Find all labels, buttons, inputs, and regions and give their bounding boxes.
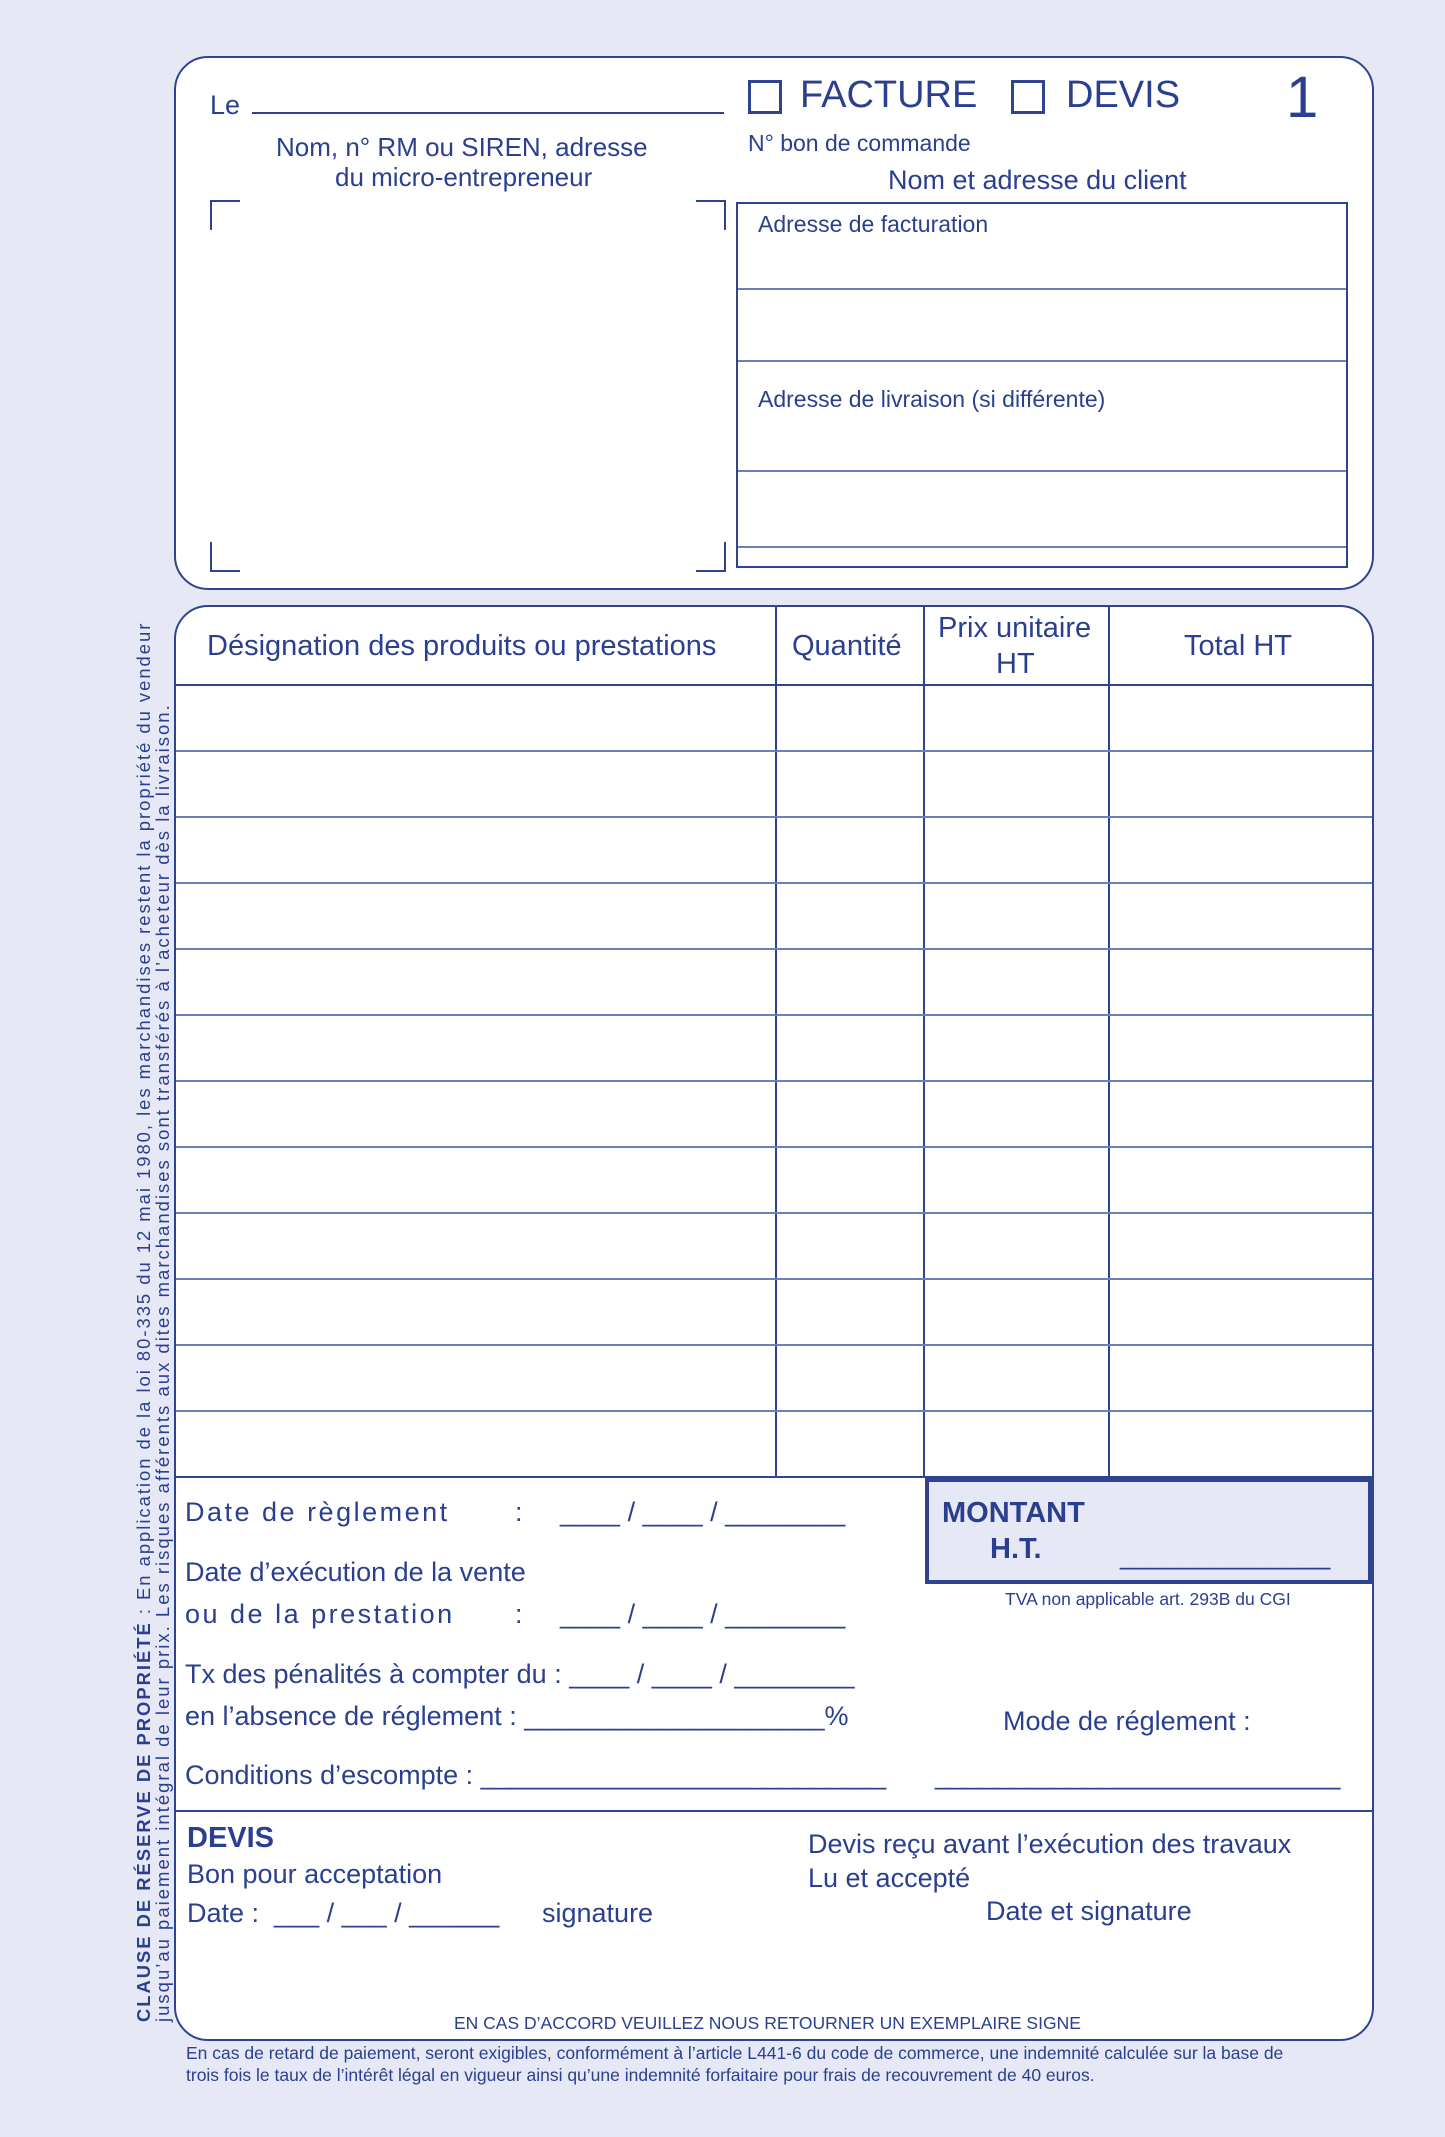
table-row[interactable] [176, 1146, 1372, 1148]
vendor-label-line2: du micro-entrepreneur [335, 162, 593, 192]
mode-reglement-field[interactable]: ___________________________ [935, 1760, 1341, 1790]
table-row[interactable] [176, 1080, 1372, 1082]
signature-area[interactable] [186, 1940, 1362, 2010]
table-row[interactable] [176, 1344, 1372, 1346]
legal-line1: En cas de retard de paiement, seront exigibles, conformément à l’article L441-6 du code de commerce, une indemnité calculée sur la base de [186, 2043, 1284, 2063]
le-label: Le [210, 90, 241, 120]
date-line[interactable] [252, 112, 724, 114]
table-row[interactable] [176, 1278, 1372, 1280]
mode-reglement-label: Mode de réglement : [1003, 1706, 1251, 1736]
devis-checkbox[interactable] [1011, 80, 1045, 114]
retour-note: EN CAS D’ACCORD VEUILLEZ NOUS RETOURNER UN EXEMPLAIRE SIGNE [454, 2013, 1081, 2033]
date-reglement-field[interactable]: : ____ / ____ / ________ [515, 1497, 846, 1527]
date-execution-line1: Date d’exécution de la vente [185, 1557, 526, 1587]
address-line[interactable] [738, 470, 1346, 472]
col-quantite: Quantité [792, 630, 902, 662]
date-execution-field[interactable]: : ____ / ____ / ________ [515, 1599, 846, 1629]
address-line[interactable] [738, 288, 1346, 290]
table-row[interactable] [176, 684, 1372, 686]
address-line[interactable] [738, 360, 1346, 362]
facture-checkbox[interactable] [748, 80, 782, 114]
table-row[interactable] [176, 816, 1372, 818]
date-reglement-label: Date de règlement [185, 1497, 450, 1527]
side-clause-text1: : En application de la loi 80-335 du 12 mai 1980, les marchandises restent la propriété du vendeur [133, 621, 154, 1622]
table-row[interactable] [176, 1212, 1372, 1214]
page-number: 1 [1286, 65, 1319, 130]
side-clause-title: CLAUSE DE RÉSERVE DE PROPRIÉTÉ [133, 1621, 154, 2022]
client-title: Nom et adresse du client [888, 165, 1187, 195]
devis-recu-label: Devis reçu avant l’exécution des travaux [808, 1829, 1292, 1859]
date-signature-label: Date et signature [986, 1896, 1192, 1926]
lu-accepte-label: Lu et accepté [808, 1863, 971, 1893]
devis-date-field[interactable]: Date : ___ / ___ / ______ [187, 1898, 500, 1928]
montant-label: MONTANT [942, 1497, 1085, 1529]
bon-pour-acceptation: Bon pour acceptation [187, 1859, 443, 1889]
main-box [174, 605, 1374, 2041]
side-clause-line2 [152, 703, 174, 2022]
tva-note: TVA non applicable art. 293B du CGI [1005, 1589, 1291, 1609]
column-divider [775, 607, 777, 1477]
side-clause-text2: jusqu’au paiement intégral de leur prix. Les risques afférents aux dites marchandises sont transférés à l’acheteur dès la livraison. [152, 703, 173, 2022]
address-line[interactable] [738, 546, 1346, 548]
vendor-area[interactable] [214, 204, 722, 566]
escompte-field[interactable]: Conditions d’escompte : ___________________________ [185, 1760, 887, 1790]
devis-signature-label: signature [542, 1898, 654, 1928]
delivery-label: Adresse de livraison (si différente) [758, 386, 1106, 412]
table-row[interactable] [176, 948, 1372, 950]
penalites-field[interactable]: Tx des pénalités à compter du : ____ / ____ / ________ [185, 1659, 855, 1689]
absence-field[interactable]: en l’absence de réglement : ____________________% [185, 1701, 849, 1731]
legal-line2: trois fois le taux de l’intérêt légal en vigueur ainsi qu’une indemnité forfaitaire pour frais de recouvrement de 40 euros. [186, 2065, 1095, 2085]
billing-label: Adresse de facturation [758, 211, 989, 237]
devis-label: DEVIS [1066, 74, 1181, 116]
column-divider [1108, 607, 1110, 1477]
facture-label: FACTURE [800, 74, 978, 116]
col-prix-unitaire: Prix unitaire [938, 612, 1092, 644]
montant-field[interactable]: ______________ [1120, 1540, 1331, 1570]
table-row[interactable] [176, 1014, 1372, 1016]
date-execution-line2: ou de la prestation [185, 1599, 455, 1629]
column-divider [923, 607, 925, 1477]
devis-title: DEVIS [187, 1822, 275, 1854]
montant-ht-label: H.T. [990, 1533, 1042, 1565]
col-prix-ht: HT [996, 648, 1035, 680]
devis-divider [176, 1810, 1372, 1812]
table-row[interactable] [176, 750, 1372, 752]
table-row[interactable] [176, 882, 1372, 884]
table-row[interactable] [176, 1410, 1372, 1412]
col-total-ht: Total HT [1184, 630, 1292, 662]
col-designation: Désignation des produits ou prestations [207, 630, 717, 662]
vendor-label-line1: Nom, n° RM ou SIREN, adresse [276, 132, 648, 162]
client-address-box [736, 202, 1348, 568]
bon-commande-label: N° bon de commande [748, 130, 971, 156]
